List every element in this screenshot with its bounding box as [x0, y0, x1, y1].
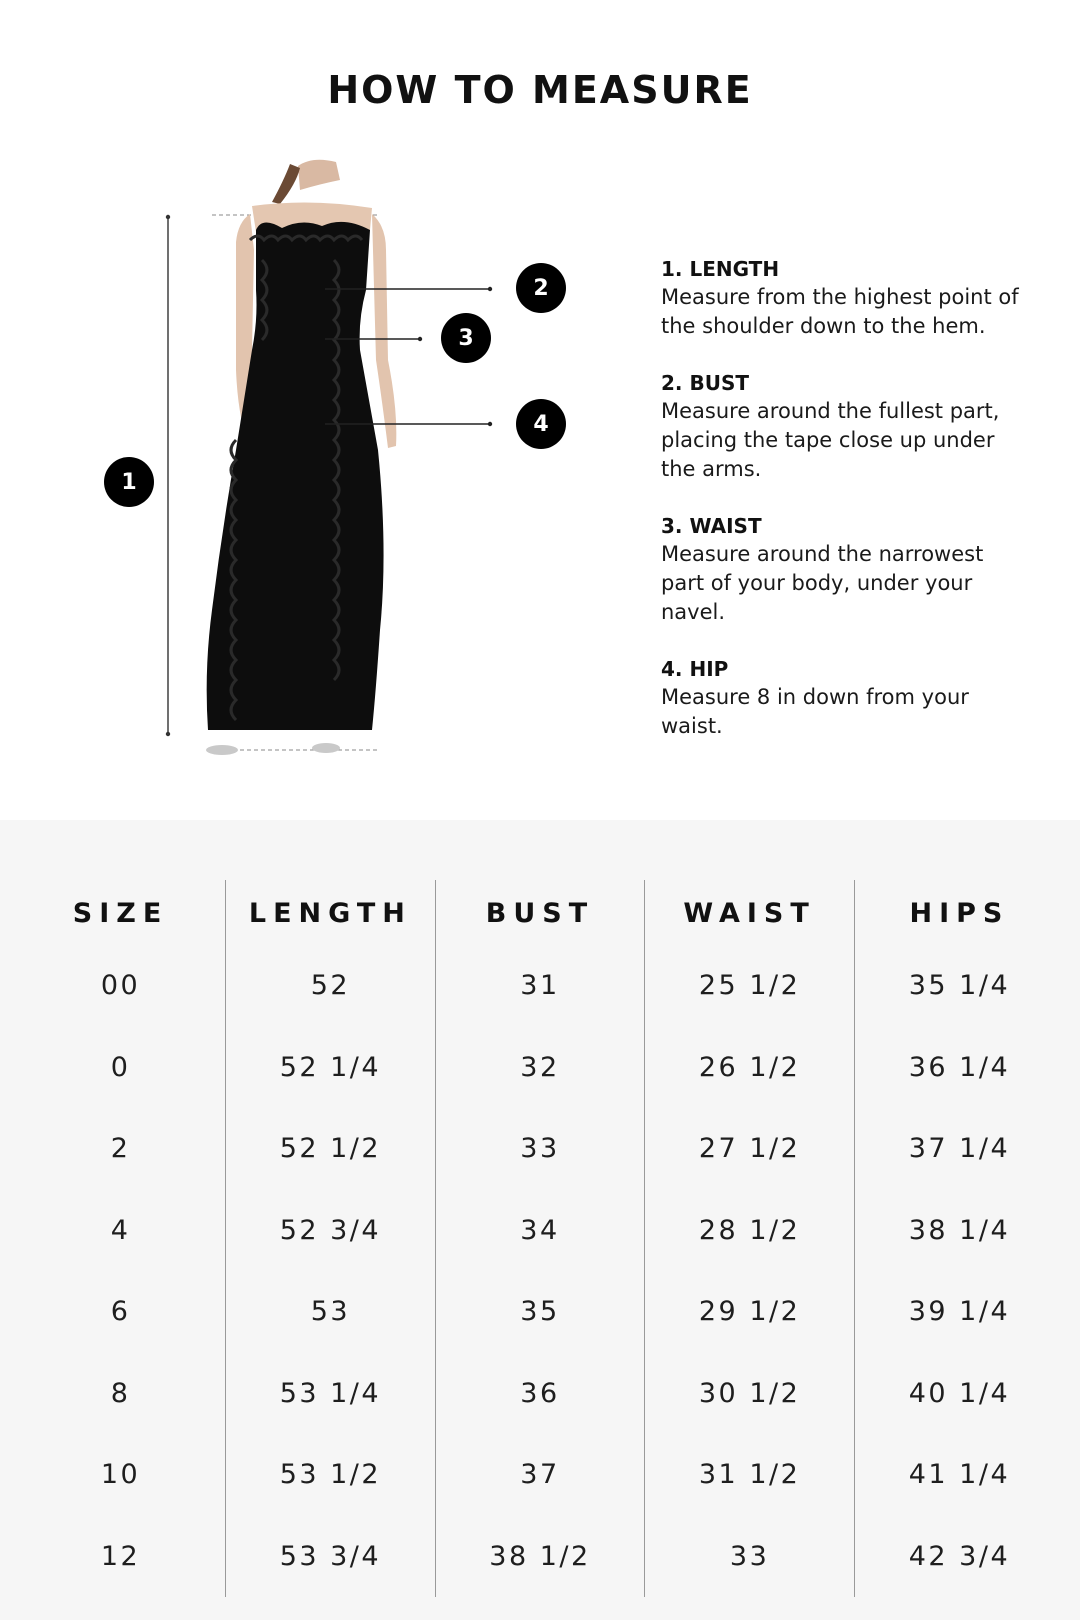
- table-row: [16, 1108, 1064, 1190]
- cell-length: 52: [226, 945, 436, 1027]
- cell-hips: 38 1/4: [854, 1190, 1064, 1272]
- table-row: [16, 945, 1064, 1027]
- instruction-waist: [661, 512, 1021, 627]
- cell-bust: 31: [435, 945, 645, 1027]
- cell-bust: 35: [435, 1271, 645, 1353]
- cell-hips: 42 3/4: [854, 1516, 1064, 1598]
- cell-hips: 40 1/4: [854, 1353, 1064, 1435]
- measurement-figure: [0, 150, 640, 790]
- table-row: [16, 1434, 1064, 1516]
- cell-bust: 33: [435, 1108, 645, 1190]
- table-row: [16, 1027, 1064, 1109]
- cell-hips: 36 1/4: [854, 1027, 1064, 1109]
- marker-length: 1: [104, 457, 154, 507]
- table-row: [16, 1353, 1064, 1435]
- column-header-waist: WAIST: [645, 880, 855, 945]
- cell-length: 53 1/2: [226, 1434, 436, 1516]
- cell-size: 8: [110, 1377, 131, 1409]
- marker-bust: 2: [516, 263, 566, 313]
- cell-waist: 33: [645, 1516, 855, 1598]
- cell-length: 52 1/4: [226, 1027, 436, 1109]
- column-header-bust: BUST: [435, 880, 645, 945]
- column-header-hips: HIPS: [854, 880, 1064, 945]
- table-row: [16, 1271, 1064, 1353]
- cell-length: 53 1/4: [226, 1353, 436, 1435]
- instruction-title: 2. BUST: [661, 371, 750, 395]
- instruction-title: 3. WAIST: [661, 514, 762, 538]
- cell-waist: 27 1/2: [645, 1108, 855, 1190]
- marker-waist: 3: [441, 313, 491, 363]
- cell-hips: 35 1/4: [854, 945, 1064, 1027]
- cell-waist: 29 1/2: [645, 1271, 855, 1353]
- cell-waist: 31 1/2: [645, 1434, 855, 1516]
- size-chart-table: [16, 880, 1064, 1597]
- cell-waist: 26 1/2: [645, 1027, 855, 1109]
- instruction-title: 1. LENGTH: [661, 257, 780, 281]
- cell-size: 10: [100, 1459, 141, 1491]
- size-chart-body: [16, 945, 1064, 1597]
- cell-length: 52 1/2: [226, 1108, 436, 1190]
- cell-bust: 36: [435, 1353, 645, 1435]
- size-chart-section: [0, 820, 1080, 1620]
- cell-length: 53 3/4: [226, 1516, 436, 1598]
- cell-size: 6: [110, 1296, 131, 1328]
- instruction-text: Measure from the highest point of the shoulder down to the hem.: [661, 285, 1019, 338]
- cell-size: 0: [110, 1051, 131, 1083]
- cell-size: 00: [100, 970, 141, 1002]
- cell-size: 12: [100, 1540, 141, 1572]
- instruction-text: Measure around the fullest part, placing the tape close up under the arms.: [661, 399, 1000, 481]
- cell-length: 53: [226, 1271, 436, 1353]
- cell-bust: 37: [435, 1434, 645, 1516]
- column-header-length: LENGTH: [226, 880, 436, 945]
- instruction-hip: [661, 655, 1021, 741]
- cell-waist: 30 1/2: [645, 1353, 855, 1435]
- cell-hips: 37 1/4: [854, 1108, 1064, 1190]
- cell-size: 4: [110, 1214, 131, 1246]
- cell-bust: 32: [435, 1027, 645, 1109]
- table-row: [16, 1516, 1064, 1598]
- instruction-text: Measure around the narrowest part of your body, under your navel.: [661, 542, 984, 624]
- table-row: [16, 1190, 1064, 1272]
- cell-waist: 28 1/2: [645, 1190, 855, 1272]
- column-header-size: SIZE: [72, 898, 169, 929]
- cell-hips: 41 1/4: [854, 1434, 1064, 1516]
- measurement-instructions: [661, 255, 1021, 769]
- cell-bust: 38 1/2: [435, 1516, 645, 1598]
- cell-length: 52 3/4: [226, 1190, 436, 1272]
- marker-hip: 4: [516, 399, 566, 449]
- page-title: HOW TO MEASURE: [327, 68, 753, 112]
- cell-waist: 25 1/2: [645, 945, 855, 1027]
- dress-illustration: [0, 150, 640, 790]
- cell-size: 2: [110, 1133, 131, 1165]
- instruction-length: [661, 255, 1021, 341]
- table-header-row: [16, 880, 1064, 945]
- instruction-bust: [661, 369, 1021, 484]
- cell-hips: 39 1/4: [854, 1271, 1064, 1353]
- cell-bust: 34: [435, 1190, 645, 1272]
- instruction-title: 4. HIP: [661, 657, 729, 681]
- instruction-text: Measure 8 in down from your waist.: [661, 685, 969, 738]
